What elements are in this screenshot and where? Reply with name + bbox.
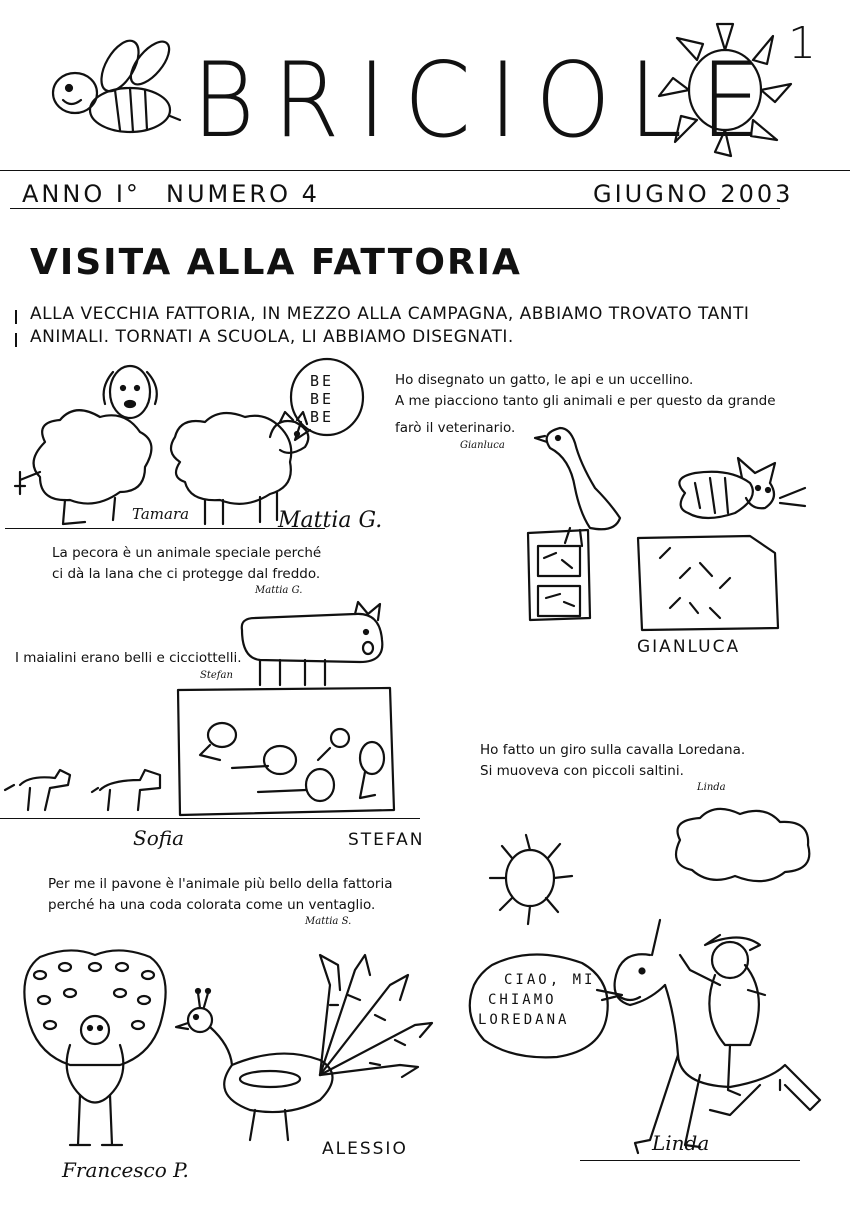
author-mattia-g: Mattia G. [255,585,303,596]
intro-line: ALLA VECCHIA FATTORIA, IN MEZZO ALLA CAMPAGNA, ABBIAMO TROVATO TANTI [30,304,750,324]
story-linda [480,740,745,782]
bubble-line: CIAO, MI [504,972,596,988]
top-rule [0,170,850,171]
signature-gianluca: GIANLUCA [637,637,741,657]
number-label: NUMERO 4 [166,180,320,208]
bubble-line: BE [310,390,335,408]
horse-bubble-text [478,970,595,1030]
peacock-drawing-left [10,945,180,1160]
intro-bar [15,333,17,347]
story-mattia-s [48,874,392,916]
author-gianluca: Gianluca [460,440,505,451]
sheep-bubble-text [310,372,334,426]
bird-and-cat-drawing [520,418,810,633]
cloud-and-sun-drawing [480,800,820,930]
article-intro [30,303,749,349]
signature-linda: Linda [652,1131,710,1155]
story-line: farò il veterinario. [395,420,516,436]
intro-line: ANIMALI. TORNATI A SCUOLA, LI ABBIAMO DISEGNATI. [30,327,514,347]
pig-drawing [230,600,390,690]
story-line: Ho fatto un giro sulla cavalla Loredana. [480,742,746,758]
year-label: ANNO I° [22,180,141,208]
bottom-rule [10,208,780,209]
pigpen-drawing [0,680,420,820]
author-mattia-s: Mattia S. [305,916,352,927]
bubble-line: BE [310,372,335,390]
signature-sofia: Sofia [133,826,185,850]
story-line: Ho disegnato un gatto, le api e un uccellino. [395,372,694,388]
sun-drawing [655,18,795,158]
author-linda: Linda [697,782,726,793]
ground-line [0,818,420,819]
signature-mattia-g: Mattia G. [278,508,383,533]
signature-stefan: STEFAN [348,830,425,850]
bubble-line: LOREDANA [478,1012,570,1028]
ground-line [5,528,325,529]
signature-francesco: Francesco P. [62,1158,189,1182]
issue-mark: 1 [788,18,816,69]
article-title: VISITA ALLA FATTORIA [30,242,522,283]
story-line: La pecora è un animale speciale perché [52,545,322,561]
signature-alessio: ALESSIO [322,1139,408,1159]
signature-tamara: Tamara [132,505,190,523]
newspaper-title: BRICIOLE [192,40,779,161]
date-label: GIUGNO 2003 [593,180,794,208]
peacock-drawing-right [170,945,460,1155]
bee-drawing [45,38,185,138]
story-line: I maialini erano belli e cicciottelli. [15,650,242,666]
author-stefan: Stefan [200,670,233,681]
story-line: A me piacciono tanto gli animali e per questo da grande [395,393,776,409]
story-line: Si muoveva con piccoli saltini. [480,763,684,779]
story-line: ci dà la lana che ci protegge dal freddo. [52,566,321,582]
bubble-line: BE [310,408,335,426]
story-stefan [15,648,242,669]
ground-line [580,1160,800,1161]
story-line: perché ha una coda colorata come un ventaglio. [48,897,376,913]
intro-bar [15,310,17,324]
story-line: Per me il pavone è l'animale più bello della fattoria [48,876,393,892]
bubble-line: CHIAMO [488,992,557,1008]
story-mattia-g [52,543,321,585]
